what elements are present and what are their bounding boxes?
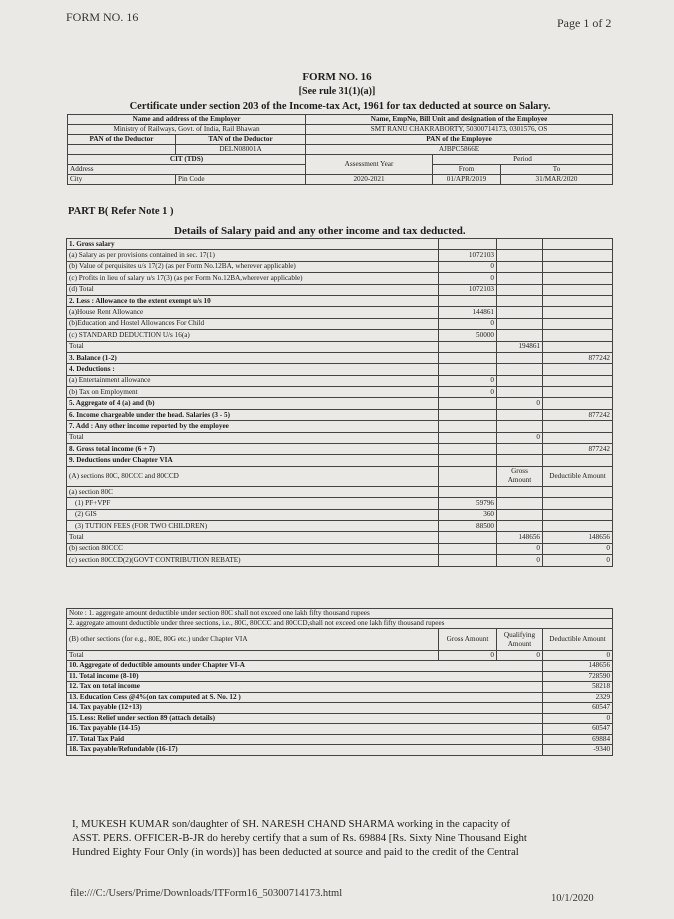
row-label: (a) section 80C	[67, 486, 439, 497]
gross-amount-heading: Gross Amount	[439, 629, 497, 651]
row-value: -9340	[543, 745, 613, 756]
row-value: 60547	[543, 724, 613, 735]
row-label: Total	[67, 341, 439, 352]
row-value: 0	[439, 273, 497, 284]
row-label: Total	[67, 532, 439, 543]
row-value: 59796	[439, 498, 497, 509]
row-value: 0	[497, 432, 543, 443]
row-label: (c) STANDARD DEDUCTION U/s 16(a)	[67, 330, 439, 341]
salary-details-table	[66, 238, 613, 567]
row-value: 148656	[497, 532, 543, 543]
pan-deductor-heading: PAN of the Deductor	[68, 135, 176, 145]
row-label: 14. Tax payable (12+13)	[67, 703, 543, 714]
note-line-2: 2. aggregate amount deductible under three sections, i.e., 80C, 80CCC and 80CCD,shall not exceed one lakh fifty thousand rupees	[67, 619, 613, 629]
verification-text	[72, 817, 612, 859]
part-b-title: Details of Salary paid and any other income and tax deducted.	[174, 225, 466, 237]
row-value: 69884	[543, 734, 613, 745]
employer-heading: Name and address of the Employer	[68, 115, 306, 125]
row-label: 9. Deductions under Chapter VIA	[67, 455, 439, 466]
row-value: 0	[439, 261, 497, 272]
gross-amount-heading: Gross Amount	[497, 466, 543, 486]
pin-code-label: Pin Code	[176, 175, 306, 185]
deductible-amount-heading: Deductible Amount	[543, 466, 613, 486]
row-value: 148656	[543, 532, 613, 543]
row-label: 5. Aggregate of 4 (a) and (b)	[67, 398, 439, 409]
row-label: 2. Less : Allowance to the extent exempt u/s 10	[67, 295, 439, 306]
row-value: 0	[497, 651, 543, 661]
employer-name: Ministry of Railways, Govt. of India, Rail Bhawan	[68, 125, 306, 135]
row-label: (b) section 80CCC	[67, 543, 439, 554]
row-label: (b) Value of perquisites u/s 17(2) (as per Form No.12BA, wherever applicable)	[67, 261, 439, 272]
row-label: 3. Balance (1-2)	[67, 352, 439, 363]
row-value: 0	[543, 543, 613, 554]
row-value: 877242	[543, 409, 613, 420]
row-value: 0	[497, 398, 543, 409]
row-label: (2) GIS	[67, 509, 439, 520]
row-value: 144861	[439, 307, 497, 318]
row-value: 0	[439, 651, 497, 661]
page-number: Page 1 of 2	[557, 16, 612, 30]
row-value: 1072103	[439, 250, 497, 261]
row-value: 58218	[543, 682, 613, 693]
pan-employee-value: AJBPC5866E	[306, 145, 613, 155]
row-label: 16. Tax payable (14-15)	[67, 724, 543, 735]
row-label: (1) PF+VPF	[67, 498, 439, 509]
note-line-1: Note : 1. aggregate amount deductible under section 80C shall not exceed one lakh fifty thousand rupees	[67, 609, 613, 619]
row-value: 88500	[439, 520, 497, 531]
row-label: (A) sections 80C, 80CCC and 80CCD	[67, 466, 439, 486]
row-value: 0	[543, 555, 613, 566]
tan-deductor-value: DELN08001A	[176, 145, 306, 155]
verification-line-1: I, MUKESH KUMAR son/daughter of SH. NARESH CHAND SHARMA working in the capacity of	[72, 818, 511, 830]
row-value: 194861	[497, 341, 543, 352]
row-label: (a) Entertainment allowance	[67, 375, 439, 386]
from-heading: From	[433, 165, 501, 175]
cit-heading: CIT (TDS)	[68, 155, 306, 165]
row-label: (b) Tax on Employment	[67, 387, 439, 398]
verification-line-3: Hundred Eighty Four Only (in words)] has been deducted at source and paid to the credit of the Central	[72, 846, 519, 858]
row-label: Total	[67, 651, 439, 661]
row-label: (c) Profits in lieu of salary u/s 17(3) (as per Form No.12BA,wherever applicable)	[67, 273, 439, 284]
row-label: 12. Tax on total income	[67, 682, 543, 693]
employee-heading: Name, EmpNo, Bill Unit and designation of the Employee	[306, 115, 613, 125]
row-label: 13. Education Cess @4%(on tax computed at S. No. 12 )	[67, 692, 543, 703]
row-value: 0	[497, 543, 543, 554]
row-label: 1. Gross salary	[67, 239, 439, 250]
row-value: 50000	[439, 330, 497, 341]
period-heading: Period	[433, 155, 613, 165]
row-label: 6. Income chargeable under the head. Salaries (3 - 5)	[67, 409, 439, 420]
rule-reference: [See rule 31(1)(a)]	[298, 86, 376, 97]
row-value: 0	[439, 375, 497, 386]
footer-file-path: file:///C:/Users/Prime/Downloads/ITForm16_50300714173.html	[70, 888, 343, 899]
assessment-year-value: 2020-2021	[306, 175, 433, 185]
certificate-heading: Certificate under section 203 of the Income-tax Act, 1961 for tax deducted at source on Salary.	[129, 101, 551, 112]
row-label: 17. Total Tax Paid	[67, 734, 543, 745]
row-value: 2329	[543, 692, 613, 703]
row-value: 0	[497, 555, 543, 566]
row-label: (b)Education and Hostel Allowances For Child	[67, 318, 439, 329]
tan-deductor-heading: TAN of the Deductor	[176, 135, 306, 145]
row-label: 7. Add : Any other income reported by the employee	[67, 421, 439, 432]
to-heading: To	[501, 165, 613, 175]
row-value: 0	[439, 318, 497, 329]
employee-name: SMT RANU CHAKRABORTY, 50300714173, 0301576, OS	[306, 125, 613, 135]
header-table	[67, 114, 613, 185]
row-label: (a) Salary as per provisions contained in sec. 17(1)	[67, 250, 439, 261]
row-label: 10. Aggregate of deductible amounts under Chapter VI-A	[67, 661, 543, 672]
form-title: FORM NO. 16	[302, 71, 372, 83]
row-value: 60547	[543, 703, 613, 714]
row-label: (c) section 80CCD(2)(GOVT CONTRIBUTION REBATE)	[67, 555, 439, 566]
address-label: Address	[68, 165, 306, 175]
city-label: City	[68, 175, 176, 185]
footer-date: 10/1/2020	[551, 893, 594, 904]
deductible-amount-heading: Deductible Amount	[543, 629, 613, 651]
period-to-value: 31/MAR/2020	[501, 175, 613, 185]
row-value: 877242	[543, 444, 613, 455]
row-value: 0	[543, 713, 613, 724]
part-b-label: PART B( Refer Note 1 )	[68, 206, 174, 217]
period-from-value: 01/APR/2019	[433, 175, 501, 185]
row-value: 1072103	[439, 284, 497, 295]
row-value: 360	[439, 509, 497, 520]
row-value: 148656	[543, 661, 613, 672]
deductions-table	[66, 608, 613, 756]
pan-employee-heading: PAN of the Employee	[306, 135, 613, 145]
pan-deductor-value	[68, 145, 176, 155]
row-label: 8. Gross total income (6 + 7)	[67, 444, 439, 455]
row-label: Total	[67, 432, 439, 443]
row-label: 11. Total income (8-10)	[67, 671, 543, 682]
verification-line-2: ASST. PERS. OFFICER-B-JR do hereby certify that a sum of Rs. 69884 [Rs. Sixty Nine Thousand Eight	[72, 832, 527, 844]
row-value: 0	[543, 651, 613, 661]
row-label: 4. Deductions :	[67, 364, 439, 375]
row-value: 0	[439, 387, 497, 398]
assessment-year-heading: Assessment Year	[306, 155, 433, 175]
row-label: (3) TUTION FEES (FOR TWO CHILDREN)	[67, 520, 439, 531]
row-label: (d) Total	[67, 284, 439, 295]
row-label: 15. Less: Relief under section 89 (attach details)	[67, 713, 543, 724]
row-label: 18. Tax payable/Refundable (16-17)	[67, 745, 543, 756]
qualifying-amount-heading: Qualifying Amount	[497, 629, 543, 651]
form-label: FORM NO. 16	[66, 10, 139, 24]
row-label: (a)House Rent Allowance	[67, 307, 439, 318]
row-value: 728590	[543, 671, 613, 682]
row-value: 877242	[543, 352, 613, 363]
row-label: (B) other sections (for e.g., 80E, 80G etc.) under Chapter VIA	[67, 629, 439, 651]
